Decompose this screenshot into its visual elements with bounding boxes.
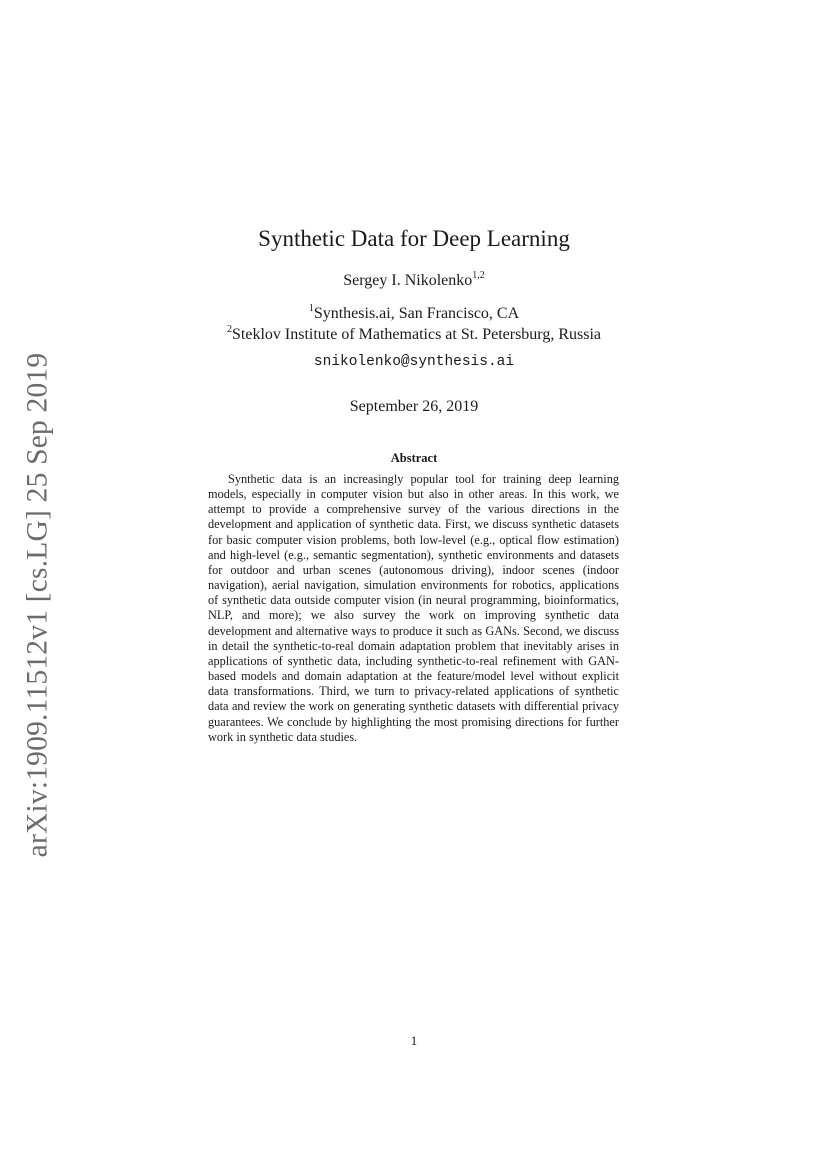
abstract-body: Synthetic data is an increasingly popular tool for training deep learning models, especially in computer vision but also in other areas. In this work, we attempt to provide a comprehensive survey of the various directions in the development and application of synthetic data. First, we discuss synthetic datasets for basic computer vision problems, both low-level (e.g., optical flow estimation) and high-level (e.g., semantic segmentation), synthetic environments and datasets for outdoor and urban scenes (autonomous driving), indoor scenes (indoor navigation), aerial navigation, simulation environments for robotics, applications of synthetic data outside computer vision (in neural programming, bioinformatics, NLP, and more); we also survey the work on improving synthetic data development and alternative ways to produce it such as GANs. Second, we discuss in detail the synthetic-to-real domain adaptation problem that inevitably arises in applications of synthetic data, including synthetic-to-real refinement with GAN-based models and domain adaptation at the feature/model level without explicit data transformations. Third, we turn to privacy-related applications of synthetic data and review the work on generating synthetic datasets with differential privacy guarantees. We conclude by highlighting the most promising directions for further work in synthetic data studies. (208, 472, 619, 744)
author-line (0, 272, 828, 290)
author-affiliation-markers: 1,2 (472, 270, 485, 281)
author-name: Sergey I. Nikolenko (343, 272, 473, 289)
abstract-heading: Abstract (390, 451, 438, 465)
author-email: snikolenko@synthesis.ai (313, 354, 515, 370)
affiliation-2-marker: 2 (227, 324, 232, 335)
affiliation-1-text: Synthesis.ai, San Francisco, CA (313, 305, 520, 322)
affiliation-1 (0, 305, 828, 323)
paper-title: Synthetic Data for Deep Learning (258, 226, 570, 251)
arxiv-identifier-stamp: arXiv:1909.11512v1 [cs.LG] 25 Sep 2019 (21, 352, 54, 858)
affiliation-2-text: Steklov Institute of Mathematics at St. Petersburg, Russia (232, 326, 601, 343)
affiliation-2 (0, 326, 828, 344)
page-number: 1 (410, 1033, 418, 1048)
affiliation-1-marker: 1 (308, 303, 314, 314)
paper-date: September 26, 2019 (349, 398, 479, 415)
